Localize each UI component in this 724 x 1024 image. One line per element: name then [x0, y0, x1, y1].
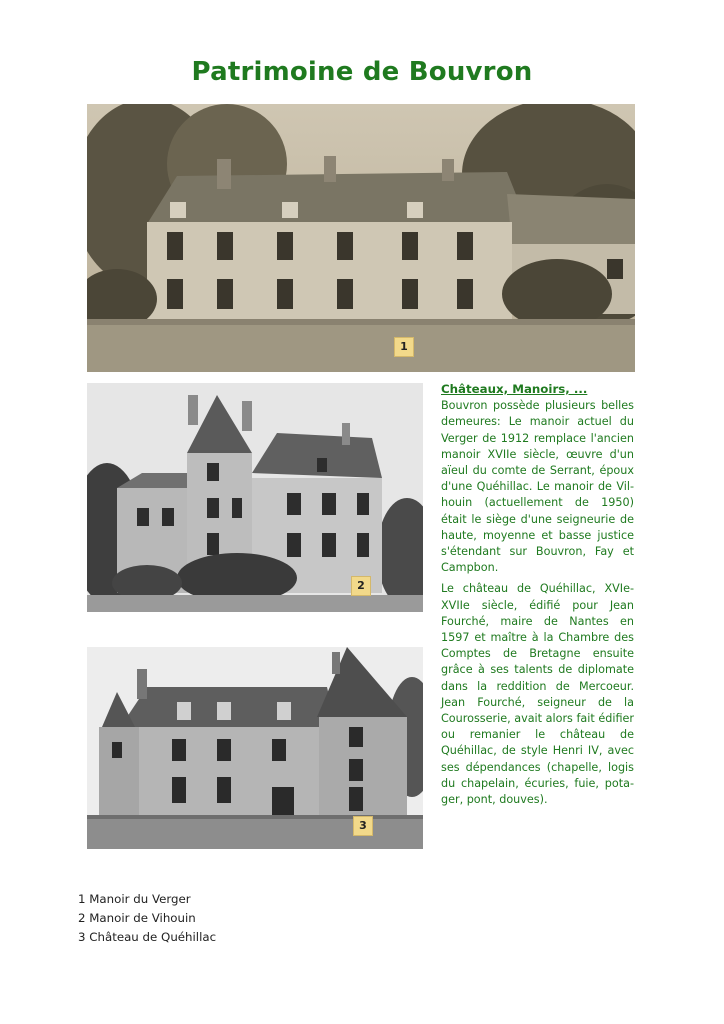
photo-badge-1: 1	[394, 337, 414, 357]
photo-badge-3: 3	[353, 816, 373, 836]
section-heading: Châteaux, Manoirs, ...	[441, 382, 588, 396]
caption-item: 3 Château de Quéhillac	[78, 930, 217, 944]
caption-item: 2 Manoir de Vihouin	[78, 911, 196, 925]
article-paragraph: Le château de Quéhillac, XVIe-XVIIe siècle, édifié pour Jean Fourché, maire de Nantes en 1597 et maître à la Chambre des Comptes de Bretagne ensuite grâce à ses talents de diplomate dans la reddition de Mercoeur. Jean Fourché, seigneur de la Courosserie, avait alors fait édifier ou remanier le château de Quéhillac, de style Henri IV, avec ses dépendances (chapelle, logis du chapelain, écuries, fuie, potager, pont, douves).	[441, 582, 634, 807]
photo-captions	[78, 890, 378, 947]
page-title: Patrimoine de Bouvron	[191, 57, 533, 88]
photo-badge-2: 2	[351, 576, 371, 596]
photo-manoir-de-vihouin	[87, 383, 423, 612]
caption-item: 1 Manoir du Verger	[78, 892, 191, 906]
photo-manoir-du-verger	[87, 104, 635, 372]
article-paragraph: Bouvron possède plusieurs belles demeures: Le manoir actuel du Verger de 1912 remplace l'ancien manoir XVIIe siècle, œuvre d'un aïeul du comte de Serrant, époux d'une Quéhillac. Le manoir de Vilhouin (actuellement de 1950) était le siège d'une seigneurie de haute, moyenne et basse justice s'étendant sur Bouvron, Fay et Campbon.	[441, 399, 634, 575]
manor-photo-bw-icon	[87, 383, 423, 612]
article-column	[441, 381, 634, 813]
manor-photo-sepia-icon	[87, 104, 635, 372]
